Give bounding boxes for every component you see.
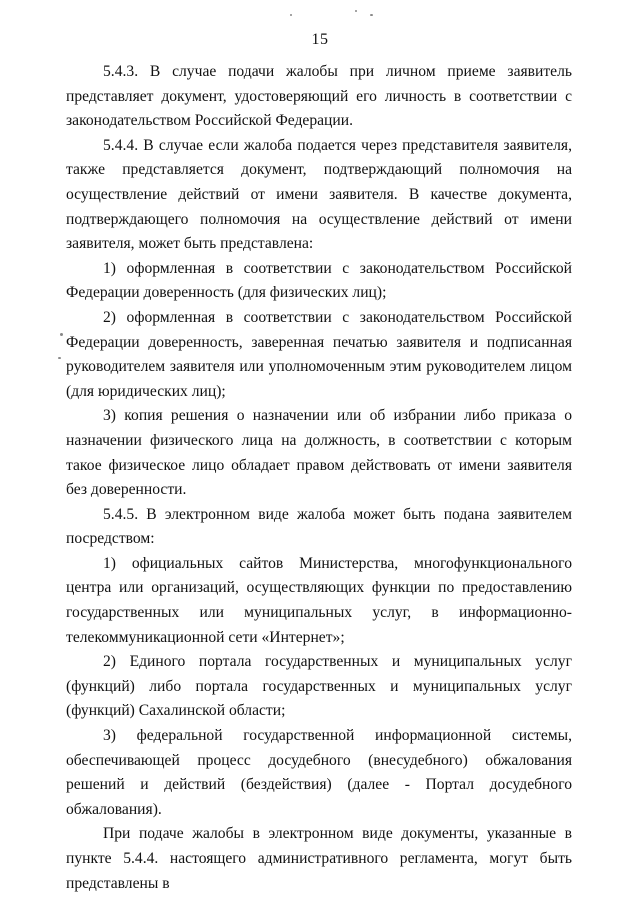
list-item-3-federal-system: 3) федеральной государственной информационной системы, обеспечивающей процесс досудебного (внесудебного) обжалования решений и действий (бездействия) (далее - Портал досудебного обжалования). (66, 727, 572, 818)
document-body (66, 60, 572, 896)
scan-speck (58, 357, 61, 359)
list-item-1-official-sites: 1) официальных сайтов Министерства, многофункционального центра или организаций, осуществляющих функции по предоставлению государственных или муниципальных услуг, в информационно-телекоммуникационной сети «Интернет»; (66, 554, 572, 646)
scan-speck (370, 14, 373, 16)
scan-speck (290, 14, 292, 16)
list-item-2-unified-portal: 2) Единого портала государственных и муниципальных услуг (функций) либо портала государственных и муниципальных услуг (функций) Сахалинской области; (66, 653, 572, 720)
page-number: 15 (311, 31, 329, 48)
list-item-2-legal-entities: 2) оформленная в соответствии с законодательством Российской Федерации доверенность, заверенная печатью заявителя и подписанная руководителем заявителя или уполномоченным этим руководителем лицом (для юридических лиц); (66, 308, 572, 400)
paragraph-5-4-4: 5.4.4. В случае если жалоба подается через представителя заявителя, также представляется документ, подтверждающий полномочия на осуществление действий от имени заявителя. В качестве документа, подтверждающего полномочия на осуществление действий от имени заявителя, может быть представлена: (66, 136, 572, 253)
paragraph-5-4-3: 5.4.3. В случае подачи жалобы при личном приеме заявитель представляет документ, удостоверяющий его личность в соответствии с законодательством Российской Федерации. (66, 63, 572, 130)
list-item-1-individuals: 1) оформленная в соответствии с законодательством Российской Федерации доверенность (для физических лиц); (66, 259, 572, 302)
scan-speck (355, 10, 357, 12)
paragraph-5-4-5: 5.4.5. В электронном виде жалоба может быть подана заявителем посредством: (66, 505, 572, 548)
paragraph-electronic-documents: При подаче жалобы в электронном виде документы, указанные в пункте 5.4.4. настоящего административного регламента, могут быть представлены в (66, 825, 572, 892)
scan-speck (60, 333, 63, 336)
list-item-3-appointment-copy: 3) копия решения о назначении или об избрании либо приказа о назначении физического лица на должность, в соответствии с которым такое физическое лицо обладает правом действовать от имени заявителя без доверенности. (66, 407, 572, 499)
